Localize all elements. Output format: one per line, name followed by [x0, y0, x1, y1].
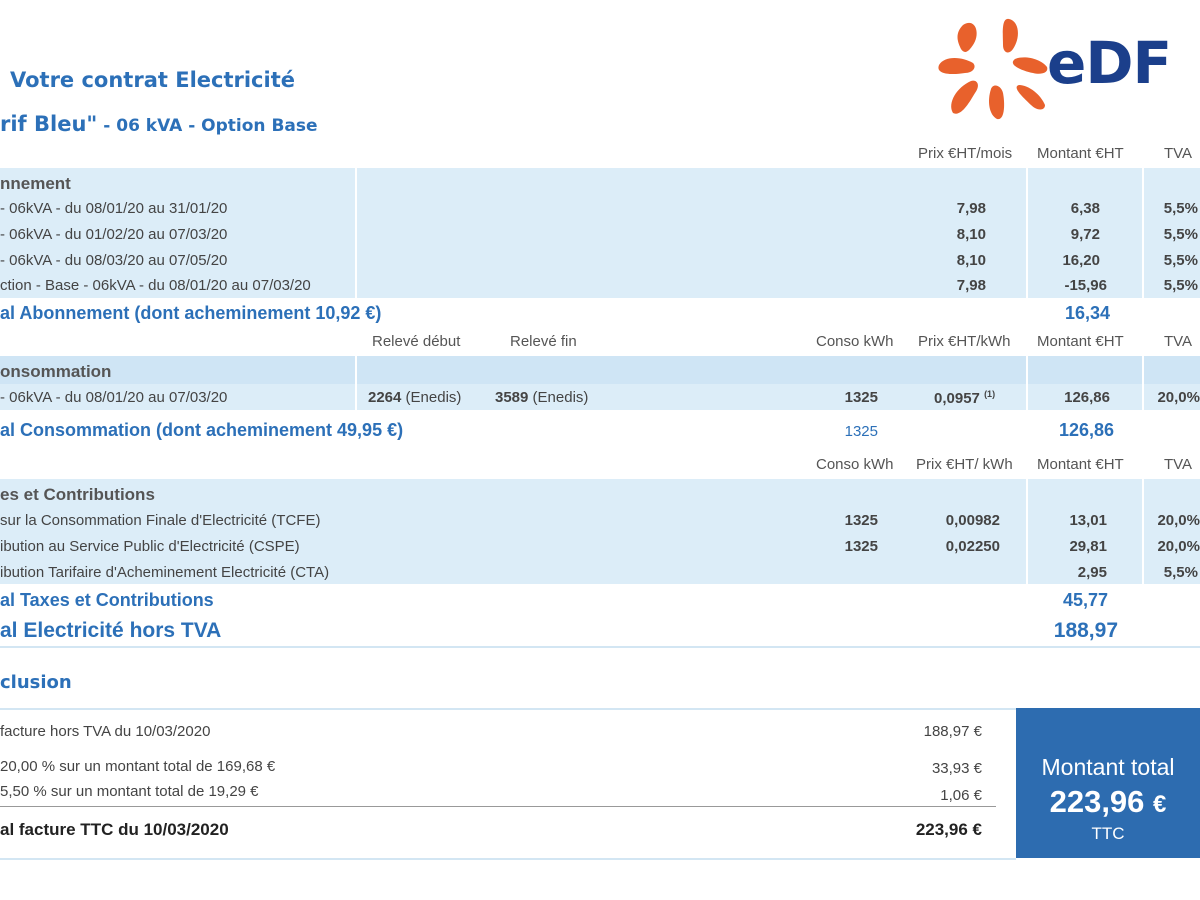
taxes-row-label: ibution au Service Public d'Electricité (CSPE) — [0, 538, 300, 555]
conclusion-total-value: 223,96 € — [915, 820, 982, 839]
abonnement-row-tva: 5,5% — [1163, 226, 1198, 243]
consommation-tva: 20,0% — [1157, 389, 1200, 406]
consommation-section-label: onsommation — [0, 362, 112, 381]
conclusion-row-value: 1,06 € — [940, 787, 982, 804]
abonnement-row-prix: 7,98 — [956, 277, 986, 294]
abonnement-row-label: - 06kVA - du 08/01/20 au 31/01/20 — [0, 200, 228, 217]
abonnement-row-label: - 06kVA - du 01/02/20 au 07/03/20 — [0, 226, 228, 243]
consommation-total-conso: 1325 — [844, 423, 878, 440]
abonnement-row-label: - 06kVA - du 08/03/20 au 07/05/20 — [0, 252, 228, 269]
taxes-row-tva: 20,0% — [1157, 538, 1200, 555]
col-header-montant: Montant €HT — [1037, 333, 1124, 350]
taxes-row-montant: 13,01 — [1069, 512, 1107, 529]
page-title: Votre contrat Electricité — [10, 68, 295, 92]
col-header-tva: TVA — [1164, 333, 1193, 350]
conclusion-row-value: 33,93 € — [931, 760, 982, 777]
taxes-row-conso: 1325 — [844, 538, 878, 555]
col-header-prix-kwh: Prix €HT/ kWh — [916, 456, 1013, 473]
footnote-marker: (1) — [984, 389, 996, 399]
col-header-tva: TVA — [1164, 145, 1193, 162]
abonnement-section-label: nnement — [0, 174, 71, 193]
conclusion-row-label: facture hors TVA du 10/03/2020 — [0, 723, 211, 740]
total-box-title: Montant total — [1041, 754, 1175, 780]
abonnement-row-prix: 7,98 — [956, 200, 986, 217]
col-header-prix-mois: Prix €HT/mois — [918, 145, 1013, 162]
taxes-row-label: sur la Consommation Finale d'Electricité (TCFE) — [0, 512, 321, 529]
divider — [0, 708, 1016, 710]
col-header-montant: Montant €HT — [1037, 145, 1124, 162]
col-header-tva: TVA — [1164, 456, 1193, 473]
col-header-releve-fin: Relevé fin — [510, 333, 577, 350]
grand-total-label: al Electricité hors TVA — [0, 619, 222, 642]
conclusion-row-label: 20,00 % sur un montant total de 169,68 € — [0, 758, 276, 775]
taxes-row-montant: 2,95 — [1077, 564, 1107, 581]
abonnement-total-label: al Abonnement (dont acheminement 10,92 €) — [0, 303, 382, 323]
col-header-prix-kwh: Prix €HT/kWh — [918, 333, 1011, 350]
edf-logo-text: eDF — [1047, 29, 1172, 97]
divider — [0, 646, 1200, 648]
total-box-suffix: TTC — [1091, 824, 1125, 843]
abonnement-row-montant: 16,20 — [1062, 252, 1100, 269]
taxes-section-label: es et Contributions — [0, 485, 155, 504]
conclusion-total-label: al facture TTC du 10/03/2020 — [0, 820, 229, 839]
consommation-conso: 1325 — [844, 389, 878, 406]
col-header-releve-debut: Relevé début — [372, 333, 461, 350]
conclusion-title: clusion — [0, 672, 72, 693]
taxes-row-prix: 0,02250 — [945, 538, 1000, 555]
edf-logo — [935, 15, 1180, 123]
releve-debut: 2264 (Enedis) — [368, 389, 462, 406]
abonnement-row-tva: 5,5% — [1163, 277, 1198, 294]
taxes-row-tva: 20,0% — [1157, 512, 1200, 529]
abonnement-row-montant: 6,38 — [1070, 200, 1100, 217]
taxes-row-tva: 5,5% — [1163, 564, 1198, 581]
taxes-total-label: al Taxes et Contributions — [0, 590, 214, 610]
consommation-total-label: al Consommation (dont acheminement 49,95 €) — [0, 420, 404, 440]
total-box-amount: 223,96 € — [1049, 784, 1167, 819]
abonnement-row-tva: 5,5% — [1163, 200, 1198, 217]
divider — [0, 806, 996, 807]
taxes-row-montant: 29,81 — [1069, 538, 1107, 555]
consommation-section-band — [0, 356, 1200, 384]
consommation-montant: 126,86 — [1064, 389, 1110, 406]
divider — [0, 858, 1016, 860]
conclusion-row-label: 5,50 % sur un montant total de 19,29 € — [0, 783, 259, 800]
releve-fin: 3589 (Enedis) — [495, 389, 589, 406]
abonnement-row-montant: -15,96 — [1064, 277, 1107, 294]
total-amount-box — [1016, 708, 1200, 858]
abonnement-total-value: 16,34 — [1064, 303, 1110, 323]
abonnement-row-prix: 8,10 — [956, 226, 986, 243]
taxes-row-label: ibution Tarifaire d'Acheminement Electricité (CTA) — [0, 564, 330, 581]
taxes-row-prix: 0,00982 — [945, 512, 1000, 529]
conclusion-row-value: 188,97 € — [923, 723, 982, 740]
subtitle-main: rif Bleu" — [0, 112, 98, 136]
col-header-montant: Montant €HT — [1037, 456, 1124, 473]
consommation-total-value: 126,86 — [1058, 420, 1114, 440]
abonnement-row-montant: 9,72 — [1070, 226, 1100, 243]
col-header-conso: Conso kWh — [816, 456, 894, 473]
abonnement-row-label: ction - Base - 06kVA - du 08/01/20 au 07/03/20 — [0, 277, 311, 294]
consommation-prix: 0,0957 $^{(1)}$ — [934, 389, 996, 407]
abonnement-row-prix: 8,10 — [956, 252, 986, 269]
taxes-row-conso: 1325 — [844, 512, 878, 529]
grand-total-value: 188,97 — [1053, 619, 1118, 642]
subtitle-rest: - 06 kVA - Option Base — [97, 116, 318, 136]
contract-subtitle — [0, 112, 318, 136]
taxes-total-value: 45,77 — [1062, 590, 1108, 610]
abonnement-row-tva: 5,5% — [1163, 252, 1198, 269]
consommation-row-label: - 06kVA - du 08/01/20 au 07/03/20 — [0, 389, 228, 406]
col-header-conso: Conso kWh — [816, 333, 894, 350]
